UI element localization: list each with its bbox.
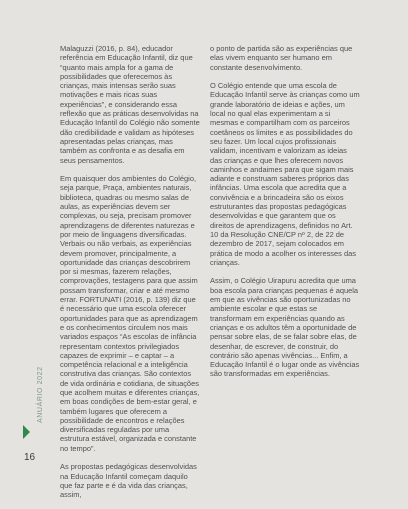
text-column-left [60,44,200,509]
page-number: 16 [24,452,36,463]
green-triangle-marker [23,425,30,439]
paragraph: Malaguzzi (2016, p. 84), educador referência em Educação Infantil, diz que “quanto mais ampla for a gama de possibilidades que oferecemos às crianças, mais intensas serão suas motivações e mais ricas suas experiências”, e considerando essa reflexão que as práticas desenvolvidas na Educação Infantil do Colégio não somente dão credibilidade e validam as hipóteses apresentadas pelas crianças, mas também as confronta e as desafia em seus pensamentos. [60,44,200,165]
publication-side-label: ANUÁRIO 2022 [37,366,44,423]
text-column-right [210,44,360,388]
paragraph: As propostas pedagógicas desenvolvidas na Educação Infantil começam daquilo que faz parte e é da vida das crianças, assim, [60,462,197,500]
paragraph: o ponto de partida são as experiências que elas vivem enquanto ser humano em constante desenvolvimento. [210,44,353,72]
triangle-icon [23,425,30,439]
paragraph: Assim, o Colégio Uirapuru acredita que uma boa escola para crianças pequenas é aquela em que as vivências são oportunizadas no ambiente escolar e que estas se transformam em experiências quando as crianças e os adultos têm a oportunidade de pensar sobre elas, de se falar sobre elas, de desenhar, de escrever, de construir, do contrário são apenas vivências... Enfim, a Educação Infantil é o lugar onde as vivências são transformadas em experiências. [210,276,360,379]
paragraph: O Colégio entende que uma escola de Educação Infantil serve às crianças como um grande laboratório de ideias e ações, um local no qual elas experimentam a si mesmas e compartilham com os parceiros coetâneos os limites e as possibilidades do seu fazer. Um local cujos profissionais validam, incentivam e valorizam as ideias das crianças e que lhes oferecem novos caminhos e andaimes para que sigam mais adiante e construam saberes próprios das infâncias. Uma escola que acredita que a convivência e a brincadeira são os eixos estruturantes das propostas pedagógicas desenvolvidas e que garantem que os direitos de aprendizagens, definidos no Art. 10 da Resolução CNE/CP nº 2, de 22 de dezembro de 2017, sejam colocados em prática de modo a acolher os interesses das crianças. [210,81,360,267]
paragraph: Em quaisquer dos ambientes do Colégio, seja parque, Praça, ambientes naturais, biblioteca, quadras ou mesmo salas de aulas, as experiências devem ser complexas, ou seja, precisam promover aprendizagens de diferentes naturezas e por meio de linguagens diversificadas. Verbais ou não verbais, as experiências devem promover, principalmente, a oportunidade das crianças descobrirem por si mesmas, fazerem relações, comprovações, testagens para que assim possam transformar, criar e até mesmo errar. FORTUNATI (2016, p. 139) diz que é necessário que uma escola oferecer oportunidades para que as aprendizagem e os conhecimentos circulem nos mais variados espaços “As escolas de infância representam contextos privilegiados capazes de exprimir – e captar – a competência relacional e a inteligência construtiva das crianças. São contextos de vida ordinária e cotidiana, de situações que acolhem muitas e diferentes crianças, em boas condições de bem-estar geral, e também lugares que oferecem a possibilidade de encontros e relações diversificadas reguladas por uma estrutura estável, organizada e constante no tempo”. [60,174,200,453]
